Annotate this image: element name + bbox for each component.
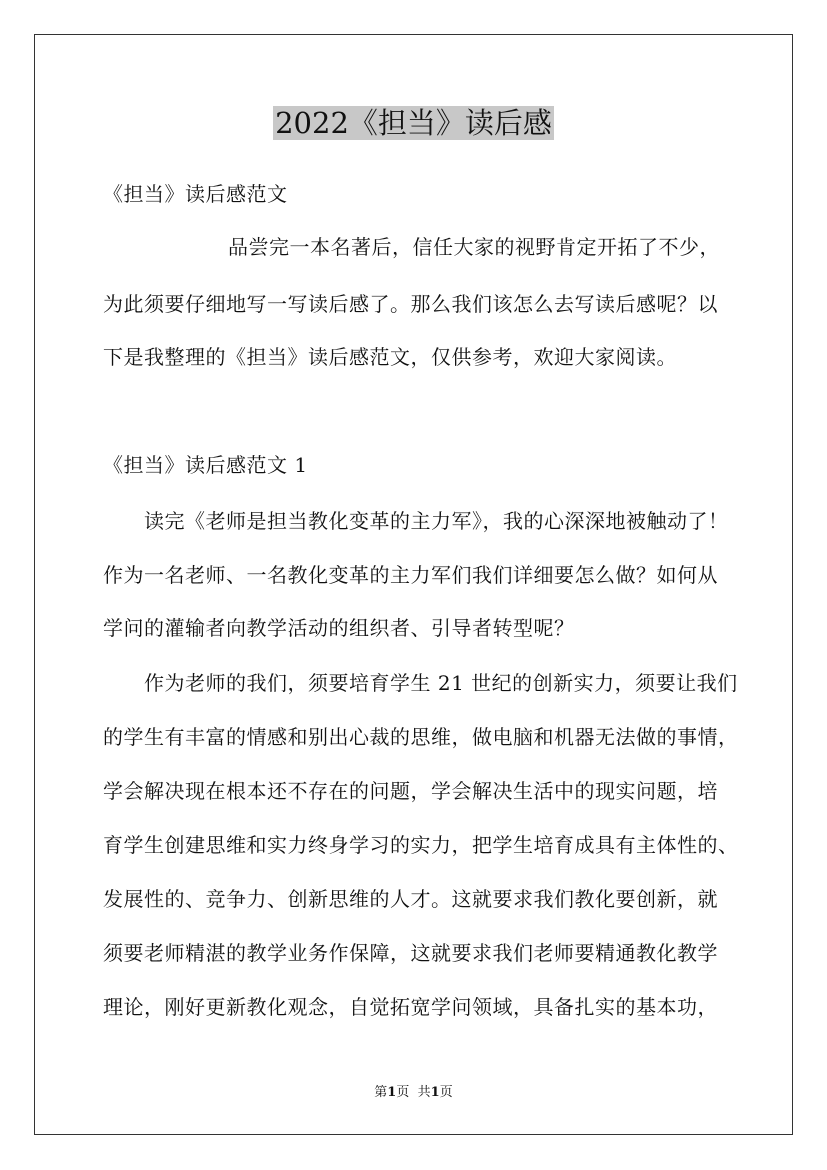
section-heading: 《担当》读后感范文 1	[103, 453, 308, 477]
paragraph2-line-5: 发展性的、竞争力、创新思维的人才。这就要求我们教化要创新，就	[103, 887, 718, 911]
paragraph1-line-3: 学问的灌输者向教学活动的组织者、引导者转型呢？	[103, 616, 575, 640]
subtitle: 《担当》读后感范文	[103, 182, 288, 206]
intro-line-3: 下是我整理的《担当》读后感范文，仅供参考，欢迎大家阅读。	[103, 345, 677, 369]
footer-page-suffix: 页	[396, 1085, 410, 1100]
footer-total-number: 1	[430, 1085, 440, 1100]
footer-page-number: 1	[387, 1085, 397, 1100]
paragraph2-line-4: 育学生创建思维和实力终身学习的实力，把学生培育成具有主体性的、	[103, 833, 739, 857]
footer-total-suffix: 页	[439, 1085, 453, 1100]
page-footer	[0, 1084, 827, 1102]
paragraph2-line-3: 学会解决现在根本还不存在的问题，学会解决生活中的现实问题，培	[103, 779, 718, 803]
footer-page-prefix: 第	[374, 1085, 388, 1100]
paragraph2-line-6: 须要老师精湛的教学业务作保障，这就要求我们老师要精通教化教学	[103, 941, 718, 965]
paragraph2-line-7: 理论，刚好更新教化观念，自觉拓宽学问领域，具备扎实的基本功，	[103, 995, 718, 1019]
paragraph2-line-1: 作为老师的我们，须要培育学生 21 世纪的创新实力，须要让我们	[144, 671, 738, 695]
paragraph1-line-2: 作为一名老师、一名教化变革的主力军们我们详细要怎么做？如何从	[103, 563, 718, 587]
intro-line-1: 品尝完一本名著后，信任大家的视野肯定开拓了不少，	[228, 235, 720, 259]
paragraph1-line-1: 读完《老师是担当教化变革的主力军》，我的心深深地被触动了！	[144, 509, 729, 533]
footer-total-prefix: 共	[417, 1085, 431, 1100]
document-title: 2022《担当》读后感	[275, 106, 552, 140]
intro-line-2: 为此须要仔细地写一写读后感了。那么我们该怎么去写读后感呢？以	[103, 292, 718, 316]
paragraph2-line-2: 的学生有丰富的情感和别出心裁的思维，做电脑和机器无法做的事情，	[103, 725, 739, 749]
